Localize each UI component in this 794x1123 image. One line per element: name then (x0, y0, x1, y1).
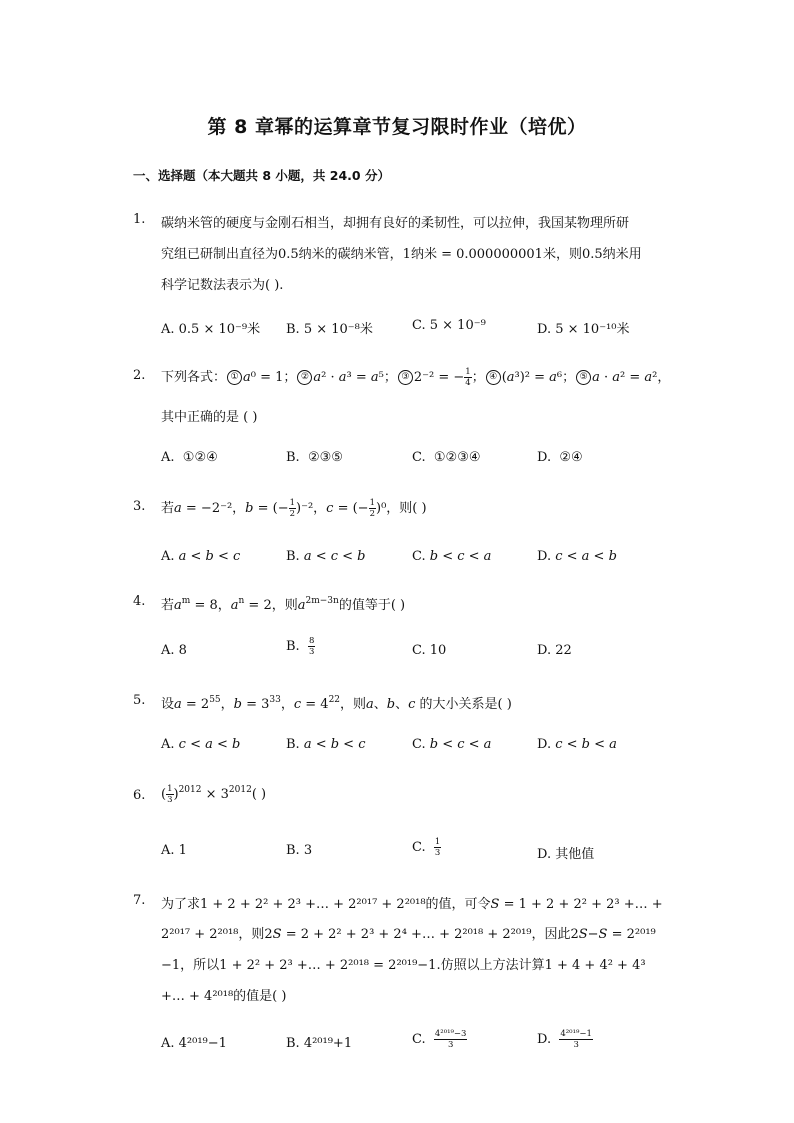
option-c[interactable]: C. 𝑏 < 𝑐 < 𝑎 (412, 737, 492, 752)
option-b[interactable]: B. 3 (286, 843, 313, 858)
question-number: 6. (133, 788, 146, 803)
option-text: ②③⑤ (307, 450, 343, 465)
numerator: 1 (434, 837, 441, 847)
document-title: 第 8 章幂的运算章节复习限时作业（培优） (207, 116, 587, 138)
option-letter: C. (412, 450, 426, 465)
exponent: m (181, 596, 191, 606)
option-a[interactable]: A. 8 (161, 643, 187, 658)
option-c[interactable]: C. 𝑏 < 𝑐 < 𝑎 (412, 549, 492, 564)
text: × 3 (201, 787, 229, 802)
circled-number: ⑤ (576, 370, 591, 385)
option-letter: C. (412, 840, 426, 855)
formula: )⁻²，𝑐 = (− (296, 501, 369, 516)
circled-number: ④ (486, 370, 501, 385)
numerator: 1 (167, 784, 173, 794)
question-number: 7. (133, 893, 146, 908)
circled-number: ② (297, 370, 312, 385)
option-c[interactable] (412, 1029, 467, 1050)
formula: 2⁻² = − (413, 370, 465, 385)
circled-number: ① (227, 370, 242, 385)
option-d[interactable]: D. 22 (537, 643, 572, 658)
option-b[interactable]: B. 4²⁰¹⁹+1 (286, 1036, 353, 1051)
denominator: 2 (289, 509, 296, 519)
question-text-line (161, 366, 670, 388)
question-text-line (161, 784, 266, 805)
question-text-line (161, 693, 512, 712)
formula: )⁰，则( ) (376, 501, 427, 516)
formula: 𝑎 = −2⁻²，𝑏 = (− (174, 501, 289, 516)
exponent: 2m−3n (305, 596, 339, 606)
option-d[interactable]: D. 5 × 10⁻¹⁰米 (537, 322, 630, 337)
option-b[interactable]: B. 𝑎 < 𝑏 < 𝑐 (286, 737, 366, 752)
formula: = 8，𝑎 (190, 598, 239, 613)
fraction (166, 784, 173, 805)
option-text: ①②④ (182, 450, 218, 465)
question-number: 2. (133, 368, 146, 383)
question-number: 5. (133, 693, 146, 708)
option-a[interactable]: A. 0.5 × 10⁻⁹米 (161, 322, 261, 337)
option-a[interactable]: A. 𝑎 < 𝑏 < 𝑐 (161, 549, 241, 564)
question-text-line: −1，所以1 + 2² + 2³ +… + 2²⁰¹⁸ = 2²⁰¹⁹−1.仿照以上方法计算1 + 4 + 4² + 4³ (161, 958, 646, 973)
option-a[interactable]: A. 4²⁰¹⁹−1 (161, 1036, 227, 1051)
question-text-line (161, 594, 405, 613)
numerator: 1 (465, 367, 471, 377)
option-letter: A. (161, 450, 175, 465)
option-d[interactable] (537, 450, 583, 465)
text: 的值等于( ) (338, 598, 406, 613)
formula: ，𝑏 = 3 (220, 697, 270, 712)
exponent: 55 (209, 695, 221, 705)
option-letter: B. (286, 450, 300, 465)
text: ( ) (251, 787, 267, 802)
text: ； (471, 370, 485, 385)
fraction (434, 1029, 468, 1050)
exponent: 22 (328, 695, 341, 705)
option-text: ②④ (559, 450, 583, 465)
option-letter: B. (286, 639, 300, 654)
formula: ，𝑐 = 4 (280, 697, 329, 712)
denominator: 3 (308, 647, 315, 657)
question-number: 3. (133, 499, 146, 514)
formula: = 2，则𝑎 (244, 598, 306, 613)
text: ( (161, 787, 167, 802)
option-b[interactable]: B. 𝑎 < 𝑐 < 𝑏 (286, 549, 366, 564)
question-text-line: 碳纳米管的硬度与金刚石相当，却拥有良好的柔韧性，可以拉伸，我国某物理所研 (161, 216, 630, 231)
option-a[interactable]: A. 1 (161, 843, 187, 858)
question-text-line: 究组已研制出直径为0.5纳米的碳纳米管，1纳米 = 0.000000001米，则0.5纳米用 (161, 247, 642, 262)
fraction (464, 367, 471, 388)
option-d[interactable]: D. 𝑐 < 𝑏 < 𝑎 (537, 737, 617, 752)
option-b[interactable] (286, 450, 343, 465)
fraction (289, 498, 296, 519)
exponent: 2012 (228, 785, 252, 795)
formula: 𝑎 · 𝑎² = 𝑎²， (592, 370, 671, 385)
fraction (559, 1029, 593, 1050)
numerator: 4²⁰¹⁹−1 (560, 1029, 592, 1039)
denominator: 3 (167, 795, 173, 805)
question-text-line (161, 497, 427, 519)
text: 下列各式： (161, 370, 227, 385)
denominator: 3 (434, 848, 441, 858)
question-text-line: 为了求1 + 2 + 2² + 2³ +… + 2²⁰¹⁷ + 2²⁰¹⁸的值，可令𝑆 = 1 + 2 + 2² + 2³ +… + (161, 897, 663, 912)
option-letter: D. (537, 1032, 552, 1047)
option-c[interactable]: C. 5 × 10⁻⁹ (412, 318, 486, 333)
option-c[interactable] (412, 450, 481, 465)
text: ，则𝑎、𝑏、𝑐 的大小关系是( ) (340, 697, 512, 712)
option-d[interactable]: D. 其他值 (537, 847, 595, 862)
option-letter: C. (412, 1032, 426, 1047)
option-d[interactable]: D. 𝑐 < 𝑎 < 𝑏 (537, 549, 617, 564)
option-c[interactable] (412, 837, 441, 858)
numerator: 1 (369, 498, 376, 508)
section-heading: 一、选择题（本大题共 8 小题，共 24.0 分） (133, 168, 390, 183)
numerator: 8 (308, 636, 315, 646)
question-number: 4. (133, 594, 146, 609)
denominator: 4 (465, 378, 471, 388)
denominator: 2 (369, 509, 376, 519)
option-a[interactable]: A. 𝑐 < 𝑎 < 𝑏 (161, 737, 241, 752)
option-b[interactable] (286, 636, 315, 657)
formula: 𝑎² · 𝑎³ = 𝑎⁵； (313, 370, 397, 385)
exponent: n (238, 596, 245, 606)
option-b[interactable]: B. 5 × 10⁻⁸米 (286, 322, 373, 337)
circled-number: ③ (398, 370, 413, 385)
option-text: ①②③④ (433, 450, 481, 465)
option-d[interactable] (537, 1029, 593, 1050)
denominator: 3 (447, 1040, 454, 1050)
question-number: 1. (133, 212, 146, 227)
numerator: 4²⁰¹⁹−3 (434, 1029, 467, 1039)
text: 若 (161, 501, 175, 516)
exponent: 2012 (178, 785, 202, 795)
text: ) (173, 787, 179, 802)
numerator: 1 (289, 498, 296, 508)
option-a[interactable] (161, 450, 218, 465)
formula: 设𝑎 = 2 (161, 697, 210, 712)
fraction (434, 837, 441, 858)
question-text-line: 科学记数法表示为( ). (161, 278, 284, 293)
exponent: 33 (269, 695, 281, 705)
option-letter: D. (537, 450, 552, 465)
question-text-line: 其中正确的是 ( ) (161, 410, 258, 425)
option-c[interactable]: C. 10 (412, 643, 447, 658)
question-text-line: +… + 4²⁰¹⁸的值是( ) (161, 989, 287, 1004)
fraction (308, 636, 315, 657)
question-text-line: 2²⁰¹⁷ + 2²⁰¹⁸，则2𝑆 = 2 + 2² + 2³ + 2⁴ +… + 2²⁰¹⁸ + 2²⁰¹⁹，因此2𝑆−𝑆 = 2²⁰¹⁹ (161, 927, 656, 942)
denominator: 3 (573, 1040, 579, 1050)
formula: 若𝑎 (161, 598, 182, 613)
formula: (𝑎³)² = 𝑎⁶； (501, 370, 576, 385)
formula: 𝑎⁰ = 1； (243, 370, 297, 385)
fraction (369, 498, 376, 519)
